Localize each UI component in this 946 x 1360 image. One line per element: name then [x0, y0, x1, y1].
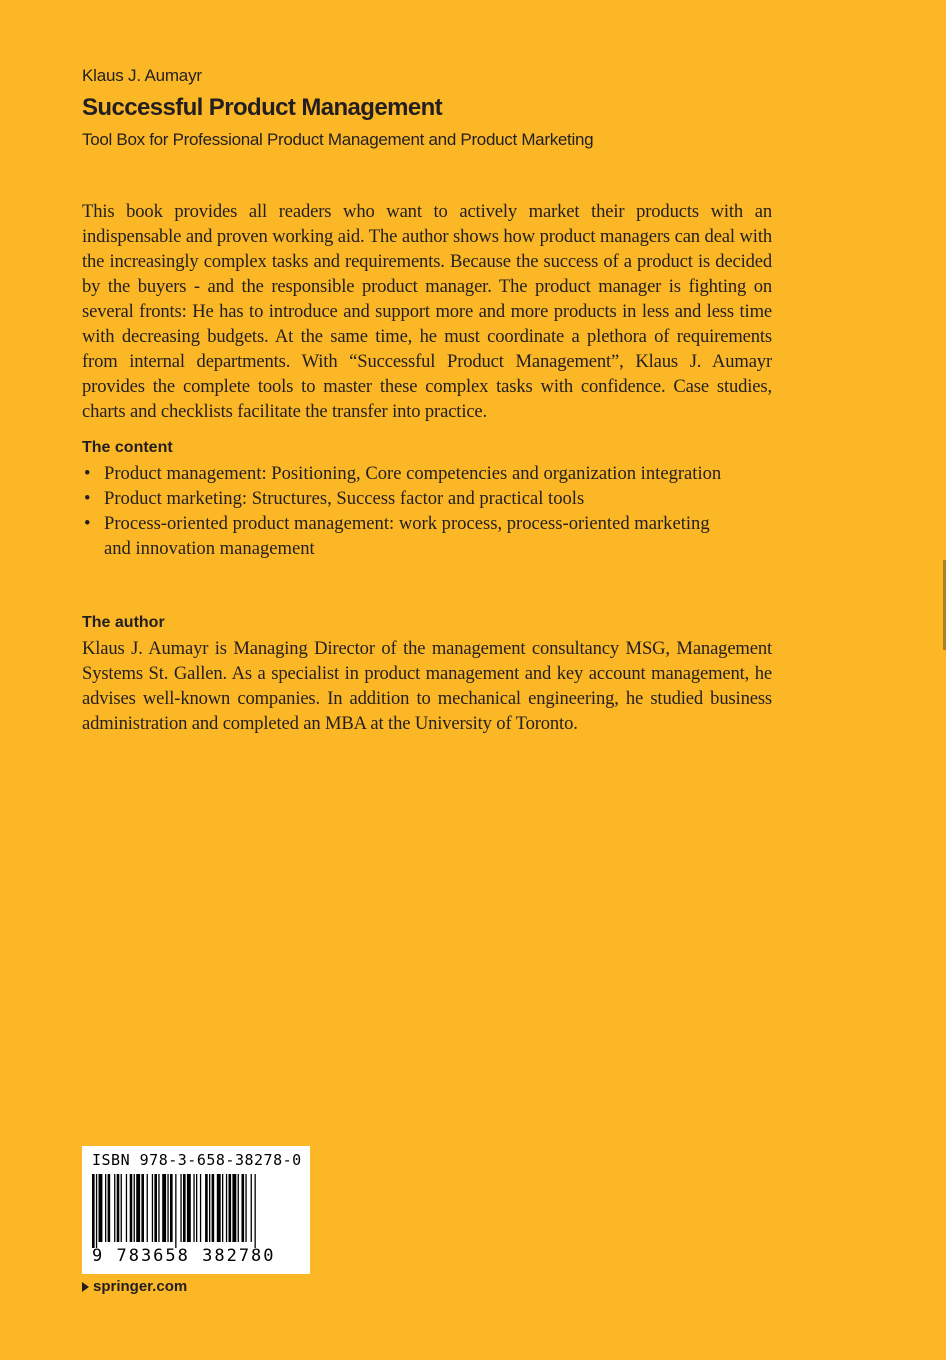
barcode-icon	[92, 1174, 302, 1248]
isbn-label: ISBN 978-3-658-38278-0	[92, 1151, 302, 1169]
barcode-bar	[136, 1174, 140, 1242]
barcode-bar	[114, 1174, 115, 1242]
barcode-bar	[245, 1174, 246, 1242]
barcode-bar	[134, 1174, 135, 1242]
book-subtitle: Tool Box for Professional Product Management and Product Marketing	[82, 130, 594, 149]
book-title: Successful Product Management	[82, 94, 443, 121]
barcode-bar	[117, 1174, 120, 1242]
publisher-website: springer.com	[93, 1278, 188, 1295]
barcode-bar	[92, 1174, 95, 1248]
barcode-bar	[147, 1174, 148, 1242]
arrow-right-icon	[82, 1282, 89, 1292]
barcode-bar	[205, 1174, 208, 1242]
ean-digits: 9 783658 382780	[92, 1246, 276, 1266]
publisher-link[interactable]	[82, 1278, 187, 1295]
list-item	[82, 461, 722, 486]
barcode-bar	[196, 1174, 197, 1242]
barcode-bar	[212, 1174, 215, 1242]
barcode-bar	[209, 1174, 210, 1242]
barcode-bar	[226, 1174, 227, 1242]
content-heading: The content	[82, 439, 173, 456]
barcode-bar	[105, 1174, 106, 1242]
barcode-bar	[175, 1174, 176, 1248]
barcode-bar	[222, 1174, 223, 1242]
list-item	[82, 511, 722, 561]
bullet-icon: •	[84, 463, 91, 484]
barcode-bar	[96, 1174, 97, 1248]
barcode-bar	[238, 1174, 239, 1242]
barcode-bar	[200, 1174, 201, 1242]
barcode-bar	[152, 1174, 153, 1242]
barcode-bar	[242, 1174, 245, 1242]
barcode-bar	[126, 1174, 127, 1242]
barcode-bar	[229, 1174, 232, 1242]
barcode-bar	[187, 1174, 191, 1242]
barcode-bar	[121, 1174, 122, 1242]
barcode-bar	[217, 1174, 221, 1242]
barcode-bar	[99, 1174, 103, 1242]
barcode-bar	[170, 1174, 173, 1242]
author-name: Klaus J. Aumayr	[82, 66, 202, 85]
list-item-text: Product marketing: Structures, Success factor and practical tools	[104, 488, 585, 509]
book-description: This book provides all readers who want to actively market their products with an indispensable and proven working aid. The author shows how product managers can deal with the increasingly complex tasks and requirements. Because the success of a product is decided by the buyers - and the responsible product manager. The product manager is fighting on several fronts: He has to introduce and support more and more products in less and less time with decreasing budgets. At the same time, he must coordinate a plethora of requirements from internal departments. With “Successful Product Management”, Klaus J. Aumayr provides the complete tools to master these complex tasks with confidence. Case studies, charts and checklists facilitate the transfer into practice.	[82, 201, 772, 422]
barcode-bar	[167, 1174, 168, 1242]
bullet-icon: •	[84, 488, 91, 509]
barcode-bar	[141, 1174, 144, 1242]
barcode-box	[82, 1146, 310, 1274]
barcode-bar	[162, 1174, 166, 1242]
author-heading: The author	[82, 614, 165, 631]
barcode-bar	[255, 1174, 256, 1248]
barcode-bar	[158, 1174, 159, 1242]
barcode-bar	[232, 1174, 236, 1242]
barcode-bar	[108, 1174, 111, 1242]
barcode-bar	[130, 1174, 133, 1242]
author-bio: Klaus J. Aumayr is Managing Director of the management consultancy MSG, Management Systems St. Gallen. As a specialist in product management and key account management, he advises well-known companies. In addition to mechanical engineering, he studied business administration and completed an MBA at the University of Toronto.	[82, 638, 772, 734]
list-item	[82, 486, 722, 511]
list-item-text: Process-oriented product management: work process, process-oriented marketing and innovation management	[104, 513, 710, 559]
bullet-icon: •	[84, 513, 91, 534]
barcode-bar	[193, 1174, 194, 1242]
barcode-bar	[183, 1174, 186, 1242]
content-list	[82, 461, 722, 561]
list-item-text: Product management: Positioning, Core competencies and organization integration	[104, 463, 722, 484]
barcode-bar	[154, 1174, 157, 1242]
barcode-bar	[180, 1174, 181, 1242]
barcode-bar	[251, 1174, 252, 1242]
